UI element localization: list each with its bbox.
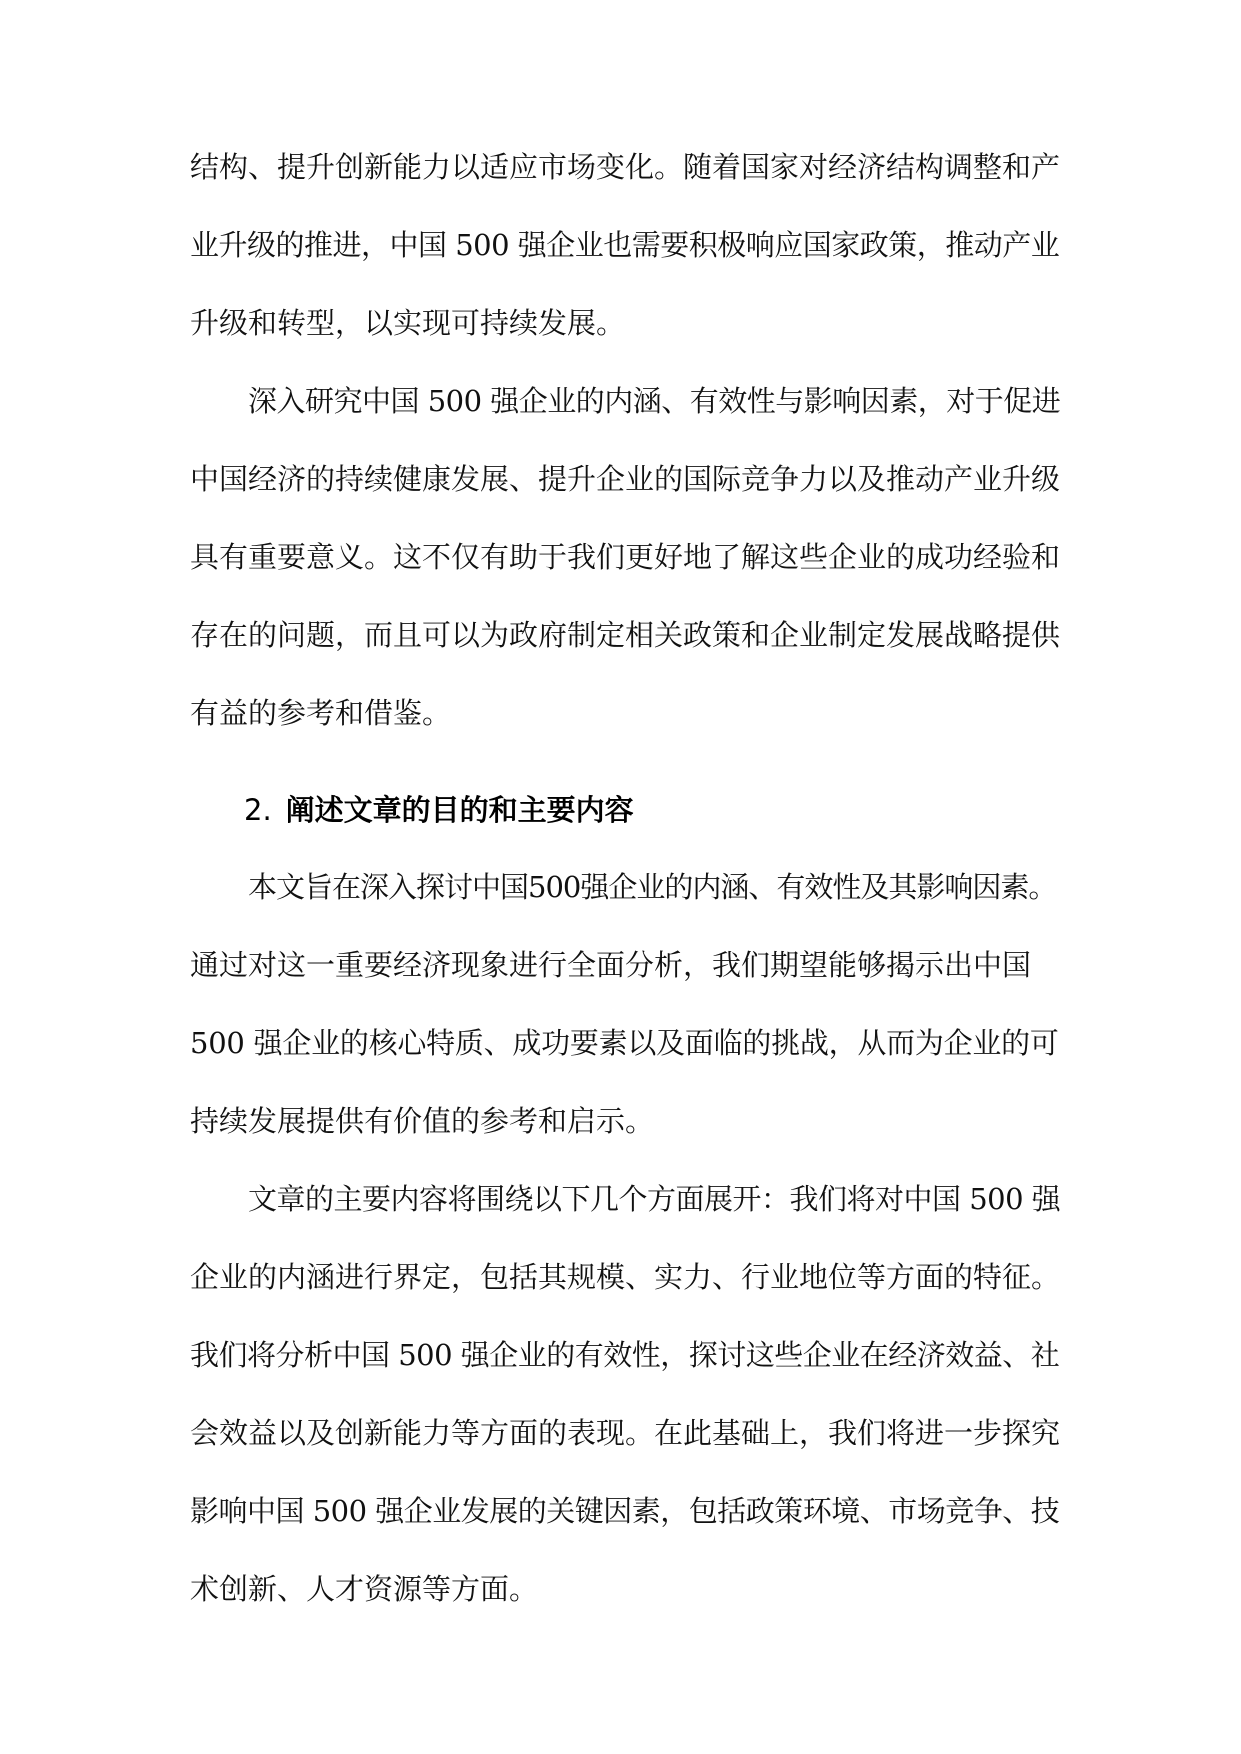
text-line: 会效益以及创新能力等方面的表现。在此基础上，我们将进一步探究 bbox=[190, 1416, 1061, 1450]
text-line: 术创新、人才资源等方面。 bbox=[190, 1572, 539, 1606]
section-title: 阐述文章的目的和主要内容 bbox=[285, 793, 634, 827]
text-line: 我们将分析中国 500 强企业的有效性，探讨这些企业在经济效益、社 bbox=[190, 1338, 1060, 1372]
text-line: 业升级的推进，中国 500 强企业也需要积极响应国家政策，推动产业 bbox=[190, 228, 1060, 262]
text-line: 有益的参考和借鉴。 bbox=[190, 696, 452, 730]
text-line: 结构、提升创新能力以适应市场变化。随着国家对经济结构调整和产 bbox=[190, 150, 1061, 184]
text-line: 中国经济的持续健康发展、提升企业的国际竞争力以及推动产业升级 bbox=[190, 462, 1061, 496]
text-line: 升级和转型，以实现可持续发展。 bbox=[190, 306, 626, 340]
text-line: 存在的问题，而且可以为政府制定相关政策和企业制定发展战略提供 bbox=[190, 618, 1061, 652]
text-line: 具有重要意义。这不仅有助于我们更好地了解这些企业的成功经验和 bbox=[190, 540, 1061, 574]
section-heading bbox=[244, 785, 634, 835]
text-line: 本文旨在深入探讨中国500强企业的内涵、有效性及其影响因素。 bbox=[248, 870, 1057, 904]
section-number: 2. bbox=[244, 793, 272, 827]
text-line: 深入研究中国 500 强企业的内涵、有效性与影响因素，对于促进 bbox=[248, 384, 1061, 418]
text-line: 文章的主要内容将围绕以下几个方面展开：我们将对中国 500 强 bbox=[248, 1182, 1061, 1216]
text-line: 企业的内涵进行界定，包括其规模、实力、行业地位等方面的特征。 bbox=[190, 1260, 1061, 1294]
text-line: 影响中国 500 强企业发展的关键因素，包括政策环境、市场竞争、技 bbox=[190, 1494, 1060, 1528]
text-line: 500 强企业的核心特质、成功要素以及面临的挑战，从而为企业的可 bbox=[190, 1026, 1059, 1060]
text-line: 持续发展提供有价值的参考和启示。 bbox=[190, 1104, 655, 1138]
text-line: 通过对这一重要经济现象进行全面分析，我们期望能够揭示出中国 bbox=[190, 948, 1032, 982]
